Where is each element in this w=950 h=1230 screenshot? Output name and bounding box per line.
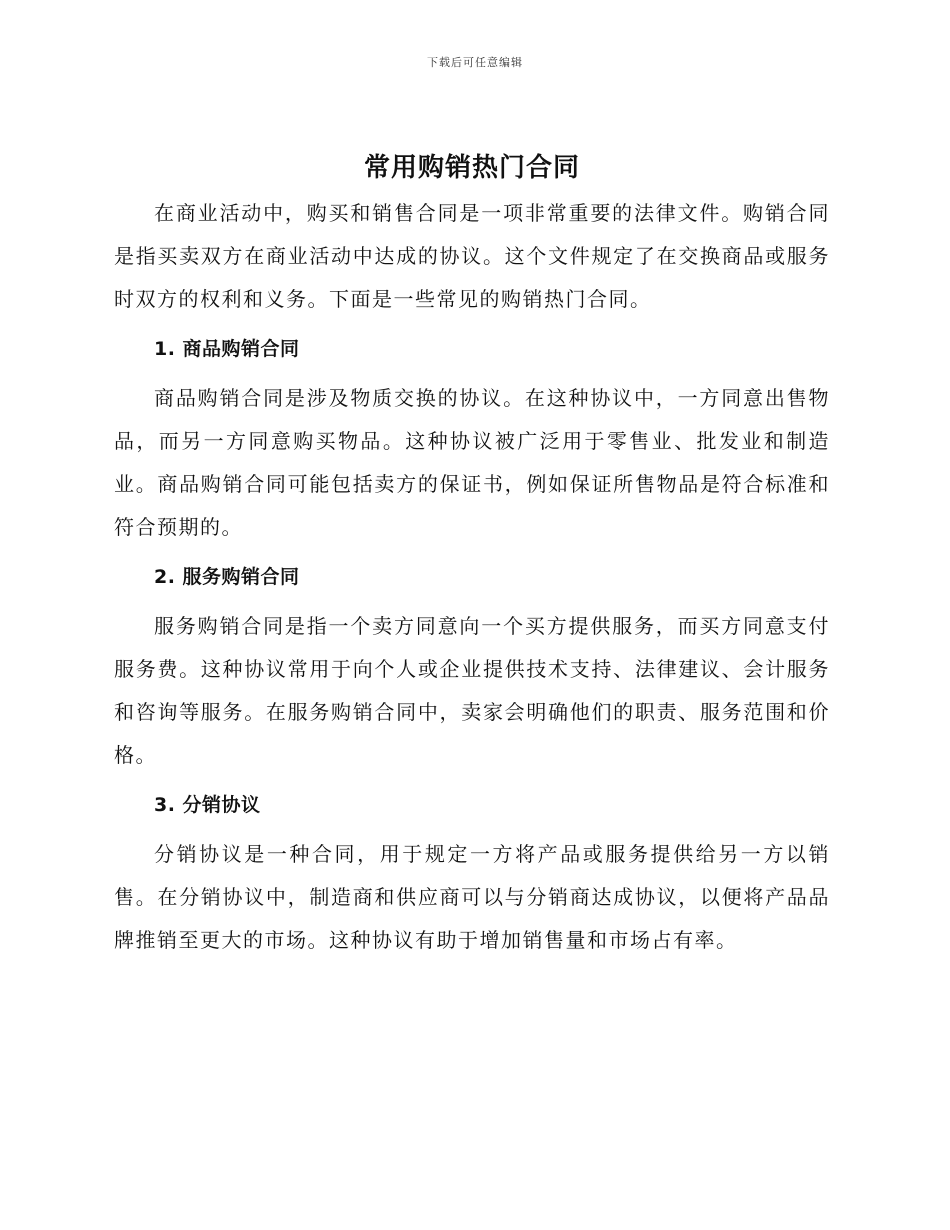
section-heading-services: 2. 服务购销合同 (154, 566, 300, 588)
header-note: 下载后可任意编辑 (427, 56, 523, 69)
section-heading-distribution: 3. 分销协议 (154, 794, 261, 816)
section-body-goods: 商品购销合同是涉及物质交换的协议。在这种协议中，一方同意出售物品，而另一方同意购买物品。这种协议被广泛用于零售业、批发业和制造业。商品购销合同可能包括卖方的保证书，例如保证所售物品是符合标准和符合预期的。 (114, 386, 830, 539)
document-body (114, 150, 830, 962)
intro-paragraph: 在商业活动中，购买和销售合同是一项非常重要的法律文件。购销合同是指买卖双方在商业活动中达成的协议。这个文件规定了在交换商品或服务时双方的权利和义务。下面是一些常见的购销热门合同。 (114, 201, 830, 311)
section-body-services: 服务购销合同是指一个卖方同意向一个买方提供服务，而买方同意支付服务费。这种协议常用于向个人或企业提供技术支持、法律建议、会计服务和咨询等服务。在服务购销合同中，卖家会明确他们的职责、服务范围和价格。 (114, 614, 830, 767)
document-title: 常用购销热门合同 (363, 153, 580, 183)
section-body-distribution: 分销协议是一种合同，用于规定一方将产品或服务提供给另一方以销售。在分销协议中，制造商和供应商可以与分销商达成协议，以便将产品品牌推销至更大的市场。这种协议有助于增加销售量和市场占有率。 (114, 842, 830, 952)
section-heading-goods: 1. 商品购销合同 (154, 338, 300, 360)
